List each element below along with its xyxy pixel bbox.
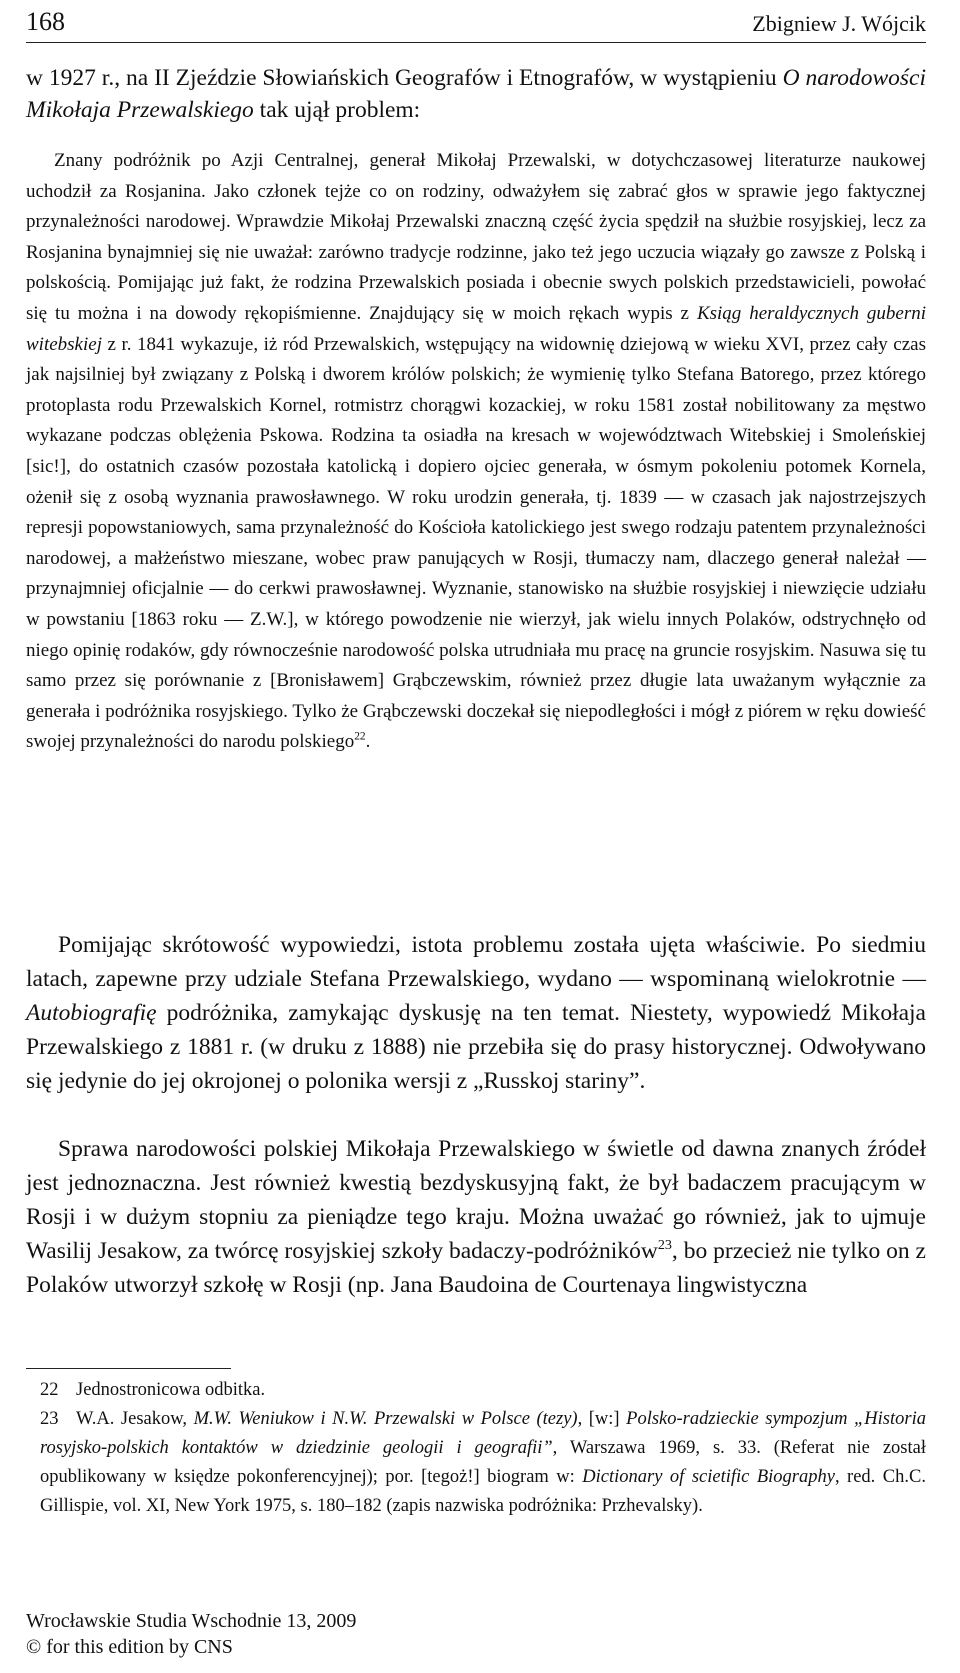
footnote-text: , [w:] <box>577 1409 627 1429</box>
footnote-italic: M.W. Weniukow i N.W. Przewalski w Polsce (tezy) <box>193 1409 578 1429</box>
quote-book-italic: Ksiąg heraldycznych guberni witebskiej <box>26 302 926 355</box>
body-paragraph-2 <box>26 928 926 1098</box>
para2-text-1: Pomijając skrótowość wypowiedzi, istota problemu została ujęta właściwie. Po siedmiu latach, zapewne przy udziale Stefana Przewalskiego, wydano — wspominaną wielokrotnie — <box>26 932 926 992</box>
body-paragraph-3 <box>26 1132 926 1302</box>
para2-text-2: podróżnika, zamykając dyskusję na ten temat. Niestety, wypowiedź Mikołaja Przewalskiego z 1881 r. (w druku z 1888) nie przebiła się do prasy historycznej. Odwoływano się jedynie do jej okrojonej o polonika wersji z „Russkoj stariny”. <box>26 1000 926 1094</box>
intro-title-italic: O narodowości Mikołaja Przewalskiego <box>26 65 926 123</box>
footnote-ref-23[interactable]: 23 <box>657 1236 672 1253</box>
footnote-22 <box>26 1376 926 1405</box>
footnotes <box>26 1376 926 1521</box>
footer-copyright: © for this edition by CNS <box>26 1636 233 1658</box>
footnote-italic: Dictionary of scietific Biography <box>582 1467 835 1487</box>
quote-text-1: Znany podróżnik po Azji Centralnej, generał Mikołaj Przewalski, w dotychczasowej literaturze naukowej uchodził za Rosjanina. Jako członek tejże co on rodziny, odważyłem się zabrać głos w sprawie jego faktycznej przynależności narodowej. Wprawdzie Mikołaj Przewalski znaczną część życia spędził na służbie rosyjskiej, lecz za Rosjanina bynajmniej się nie uważał: zarówno tradycje rodzinne, jako też jego uczucia wiązały go zawsze z Polską i polskością. Pomijając już fakt, że rodzina Przewalskich posiada i obecnie swych polskich przedstawicieli, powołać się tu można i na dowody rękopiśmienne. Znajdujący się w moich rękach wypis z <box>26 150 926 324</box>
footnote-number: 22 <box>40 1380 59 1400</box>
block-quote <box>26 146 926 758</box>
quote-text-2: z r. 1841 wykazuje, iż ród Przewalskich, wstępujący na widownię dziejową w wieku XVI, przez cały czas jak najsilniej był związany z Polską i dworem królów polskich; że wymienię tylko Stefana Batorego, przez którego protoplasta rodu Przewalskich Kornel, rotmistrz chorągwi kozackiej, w roku 1581 został nobilitowany za męstwo wykazane podczas oblężenia Pskowa. Rodzina ta osiadła na kresach w województwach Witebskiej i Smoleńskiej [sic!], do ostatnich czasów pozostała katolicką i dopiero ojciec generała, w ósmym pokoleniu potomek Kornela, ożenił się z osobą wyznania prawosławnego. W roku urodzin generała, tj. 1839 — w czasach jak najostrzejszych represji popowstaniowych, sama przynależność do Kościoła katolickiego jest swego rodzaju patentem przynależności narodowej, a małżeństwo mieszane, wobec praw panujących w Rosji, tłumaczy nam, dlaczego generał należał — przynajmniej oficjalnie — do cerkwi prawosławnej. Wyznanie, stanowisko na służbie rosyjskiej i niewzięcie udziału w powstaniu [1863 roku — Z.W.], w którego powodzenie nie wierzył, jak wielu innych Polaków, odstrychnęło od niego opinię rodaków, gdy równocześnie narodowość polska utrudniała mu pracę na gruncie rosyjskim. Nasuwa się tu samo przez się porównanie z [Bronisławem] Grąbczewskim, również przez długie lata uważanym wyłącznie za generała i podróżnika rosyjskiego. Tylko że Grąbczewski doczekał się niepodległości i mógł z piórem w ręku dowieść swojej przynależności do narodu polskiego <box>26 333 926 753</box>
footnote-divider <box>26 1368 231 1369</box>
footnote-text: , red. Ch.C. Gillispie, vol. XI, New York 1975, s. 180–182 (zapis nazwiska podróżnika: Przhevalsky). <box>40 1467 926 1516</box>
page-number: 168 <box>26 7 65 36</box>
intro-text-1: w 1927 r., na II Zjeździe Słowiańskich Geografów i Etnografów, w wystąpieniu <box>26 65 783 91</box>
running-header <box>26 6 926 43</box>
intro-text-2: tak ujął problem: <box>253 97 421 123</box>
footer-journal: Wrocławskie Studia Wschodnie 13, 2009 <box>26 1610 357 1632</box>
intro-paragraph <box>26 62 926 126</box>
page-footer <box>26 1608 356 1660</box>
footnote-text: , Warszawa 1969, s. 33. (Referat nie został opublikowany w księdze pokonferencyjnej); por. [tegoż!] biogram w: <box>40 1438 926 1487</box>
footnote-italic: Polsko-radzieckie sympozjum „Historia rosyjsko-polskich kontaktów w dziedzinie geologii i geografii” <box>40 1409 926 1458</box>
footnote-text: Jednostronicowa odbitka. <box>76 1380 266 1400</box>
footnote-23 <box>26 1405 926 1521</box>
footnote-number: 23 <box>40 1409 59 1429</box>
footnote-text: W.A. Jesakow, <box>76 1409 194 1429</box>
running-header-author: Zbigniew J. Wójcik <box>752 11 926 36</box>
footnote-ref-22[interactable]: 22 <box>354 730 366 743</box>
para3-text-1: Sprawa narodowości polskiej Mikołaja Przewalskiego w świetle od dawna znanych źródeł jest jednoznaczna. Jest również kwestią bezdyskusyjną fakt, że był badaczem pracującym w Rosji i w dużym stopniu za pieniądze tego kraju. Można uważać go również, jak to ujmuje Wasilij Jesakow, za twórcę rosyjskiej szkoły badaczy-podróżników <box>26 1136 926 1264</box>
para3-text-2: , bo przecież nie tylko on z Polaków utworzył szkołę w Rosji (np. Jana Baudoina de Courtenaya lingwistyczna <box>26 1238 926 1298</box>
para2-italic: Autobiografię <box>26 1000 157 1026</box>
quote-end: . <box>365 731 371 753</box>
